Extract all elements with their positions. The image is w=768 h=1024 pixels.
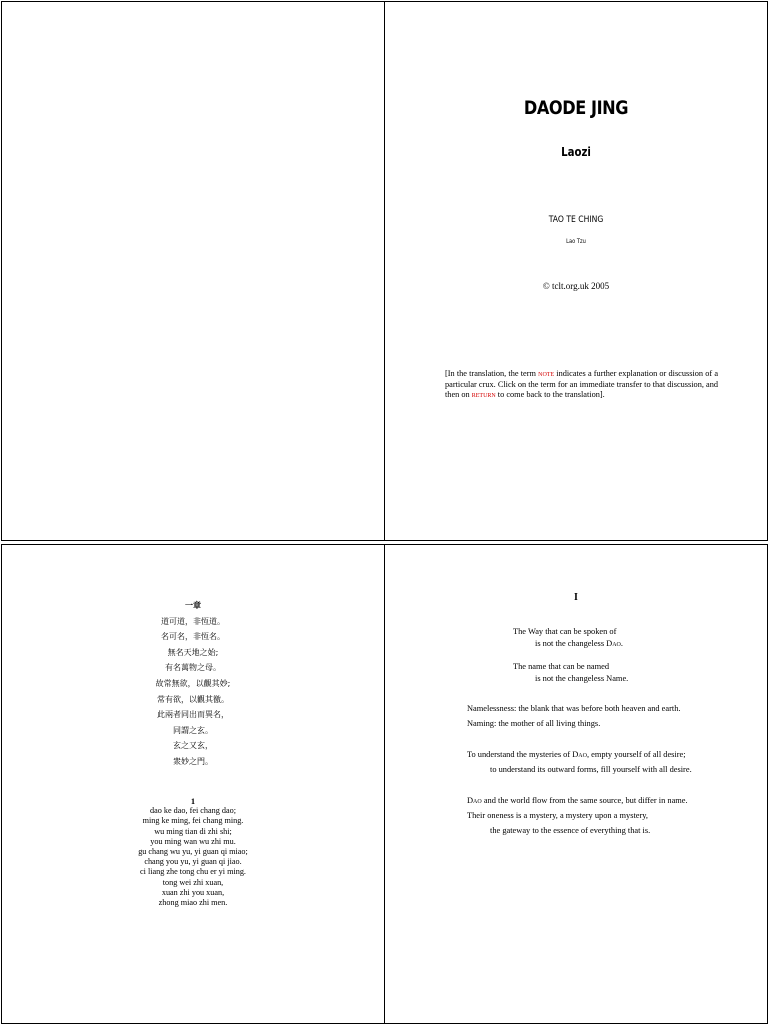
note-link[interactable]: note (538, 369, 555, 378)
verse-line: Dao and the world flow from the same source, but differ in name. (467, 796, 688, 805)
chinese-chapter-heading: 一章 (185, 601, 201, 610)
translation-page (384, 544, 768, 1024)
pinyin-line: wu ming tian di zhi shi; (154, 826, 232, 836)
pinyin-line: zhong miao zhi men. (158, 898, 228, 908)
verse-line: The Way that can be spoken of (513, 627, 617, 636)
pinyin-line: dao ke dao, fei chang dao; (150, 806, 236, 816)
note-text-2: indicates a further explanation or discussion of a particular crux. Click on the term for an immediate transfer to that discussion, and then on (445, 369, 719, 399)
chinese-line: 道可道，非恆道。 (161, 616, 225, 626)
pinyin-line: ci liang zhe tong chu er yi ming. (140, 867, 246, 877)
verse-line: is not the changeless Dao. (535, 639, 623, 648)
pinyin-line: xuan zhi you xuan, (161, 887, 225, 897)
note-text-1: [In the translation, the term (445, 369, 539, 378)
verse-line: Naming: the mother of all living things. (467, 719, 601, 728)
chinese-line: 衆妙之門。 (173, 756, 213, 766)
chinese-line: 常有欲，以觀其徼。 (157, 694, 229, 704)
pinyin-line: ming ke ming, fei chang ming. (142, 816, 244, 826)
pinyin-block (2, 796, 384, 908)
chinese-line: 無名天地之始; (167, 647, 219, 657)
chinese-line: 有名萬物之母。 (165, 663, 221, 673)
pinyin-line: chang you yu, yi guan qi jiao. (144, 857, 242, 867)
chinese-line: 名可名，非恆名。 (161, 632, 225, 642)
alternate-title: TAO TE CHING (548, 215, 604, 225)
note-text-3: to come back to the translation]. (495, 390, 605, 399)
return-link[interactable]: return (471, 390, 496, 399)
title-page (384, 1, 768, 541)
verse-line: is not the changeless Name. (535, 674, 629, 683)
chinese-line: 玄之又玄， (173, 741, 213, 751)
chinese-line: 此兩者同出而異名， (157, 710, 229, 720)
verse-line: Namelessness: the blank that was before both heaven and earth. (467, 704, 681, 713)
pinyin-line: gu chang wu yu, yi guan qi miao; (138, 847, 248, 857)
translation-note-paragraph (445, 369, 718, 401)
book-author: Laozi (561, 145, 591, 159)
copyright-notice: © tclt.org.uk 2005 (542, 281, 610, 291)
pinyin-chapter-number: 1 (190, 796, 196, 806)
pinyin-line: tong wei zhi xuan, (162, 877, 224, 887)
chapter-number: I (574, 592, 578, 603)
verse-line: to understand its outward forms, fill yourself with all desire. (490, 765, 692, 774)
alternate-author: Lao Tzu (566, 238, 586, 245)
book-title: DAODE JING (523, 97, 629, 119)
chinese-text-page (1, 544, 385, 1024)
chinese-line: 同謂之玄。 (173, 725, 213, 735)
blank-page (1, 1, 385, 541)
verse-line: The name that can be named (513, 662, 610, 671)
chinese-line: 故常無欲，以觀其妙; (155, 678, 231, 688)
verse-line: To understand the mysteries of Dao, empty yourself of all desire; (467, 750, 686, 759)
chinese-text-block (2, 598, 384, 770)
verse-line: Their oneness is a mystery, a mystery upon a mystery, (467, 811, 649, 820)
verse-line: the gateway to the essence of everything that is. (490, 826, 651, 835)
pinyin-line: you ming wan wu zhi mu. (150, 836, 236, 846)
